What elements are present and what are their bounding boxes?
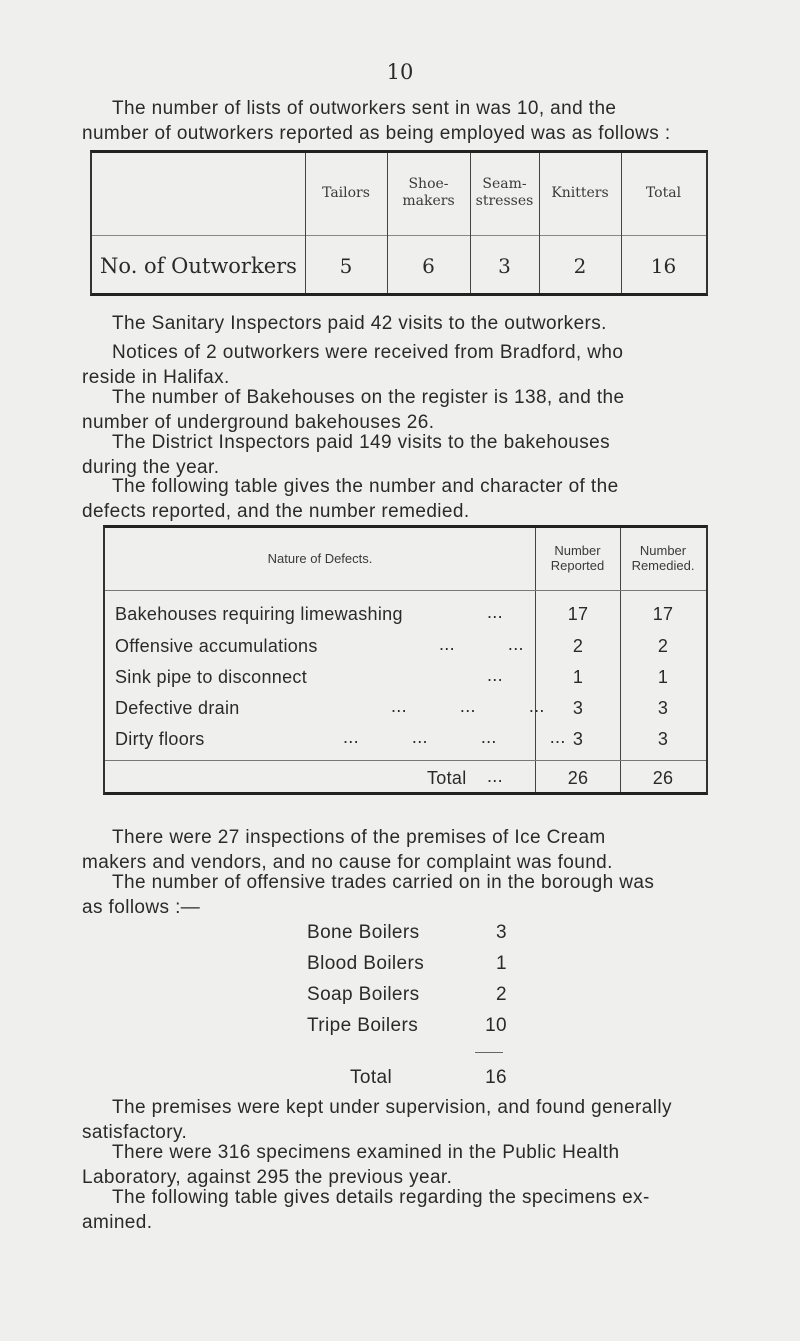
table-row: Dirty floors ... ... ... ... 3 3 <box>115 727 669 749</box>
paragraph-sanitary-visits: The Sanitary Inspectors paid 42 visits to the outworkers. <box>112 313 607 334</box>
paragraph-specimens-table-intro: The following table gives details regarding the specimens ex- amined. <box>82 1187 650 1233</box>
paragraph-offensive-trades: The number of offensive trades carried on in the borough was as follows :— <box>82 872 655 918</box>
paragraph-specimens: There were 316 specimens examined in the Public Health Laboratory, against 295 the previous year. <box>82 1142 620 1188</box>
value-knitters: 2 <box>573 254 587 278</box>
value-seamstresses: 3 <box>498 254 511 278</box>
paragraph-notices: Notices of 2 outworkers were received from Bradford, who reside in Halifax. <box>82 342 624 388</box>
paragraph-outworker-lists: The number of lists of outworkers sent in was 10, and the number of outworkers reported as being employed was as follows : <box>82 98 671 144</box>
total-rule <box>475 1052 503 1053</box>
defects-table <box>103 525 708 795</box>
list-item: Soap Boilers 2 <box>307 984 507 1005</box>
row-label: No. of Outworkers <box>100 254 297 278</box>
header-tailors: Tailors <box>322 184 370 201</box>
header-remedied: Number Remedied. <box>631 543 695 573</box>
paragraph-district-visits: The District Inspectors paid 149 visits to the bakehouses during the year. <box>82 432 611 478</box>
header-total: Total <box>645 184 682 201</box>
page-number: 10 <box>386 60 414 84</box>
header-reported: Number Reported <box>550 543 605 573</box>
list-item: Tripe Boilers 10 <box>307 1015 507 1036</box>
value-shoemakers: 6 <box>422 254 435 278</box>
table-row: Sink pipe to disconnect ... 1 1 <box>115 665 669 687</box>
paragraph-supervision: The premises were kept under supervision, and found generally satisfactory. <box>82 1097 672 1143</box>
header-knitters: Knitters <box>551 184 609 201</box>
table-row: Defective drain ... ... ... 3 3 <box>115 696 669 718</box>
value-total: 16 <box>650 254 677 278</box>
list-item: Bone Boilers 3 <box>307 922 507 943</box>
table-row: Offensive accumulations ... ... 2 2 <box>115 634 669 656</box>
table-total-row: Total ... 26 26 <box>427 766 674 788</box>
outworkers-table <box>90 150 708 296</box>
paragraph-bakehouses: The number of Bakehouses on the register is 138, and the number of underground bakehouses 26. <box>82 387 625 433</box>
paragraph-ice-cream: There were 27 inspections of the premises of Ice Cream makers and vendors, and no cause for complaint was found. <box>82 827 613 873</box>
paragraph-defects-intro: The following table gives the number and character of the defects reported, and the number remedied. <box>82 476 619 522</box>
value-tailors: 5 <box>339 254 353 278</box>
header-seamstresses: Seam- stresses <box>475 176 534 209</box>
table-row: Bakehouses requiring limewashing ... 17 17 <box>115 602 674 624</box>
list-item: Blood Boilers 1 <box>307 953 507 974</box>
header-nature: Nature of Defects. <box>267 550 373 566</box>
trades-total: Total 16 <box>350 1067 507 1088</box>
header-shoemakers: Shoe- makers <box>402 176 455 209</box>
